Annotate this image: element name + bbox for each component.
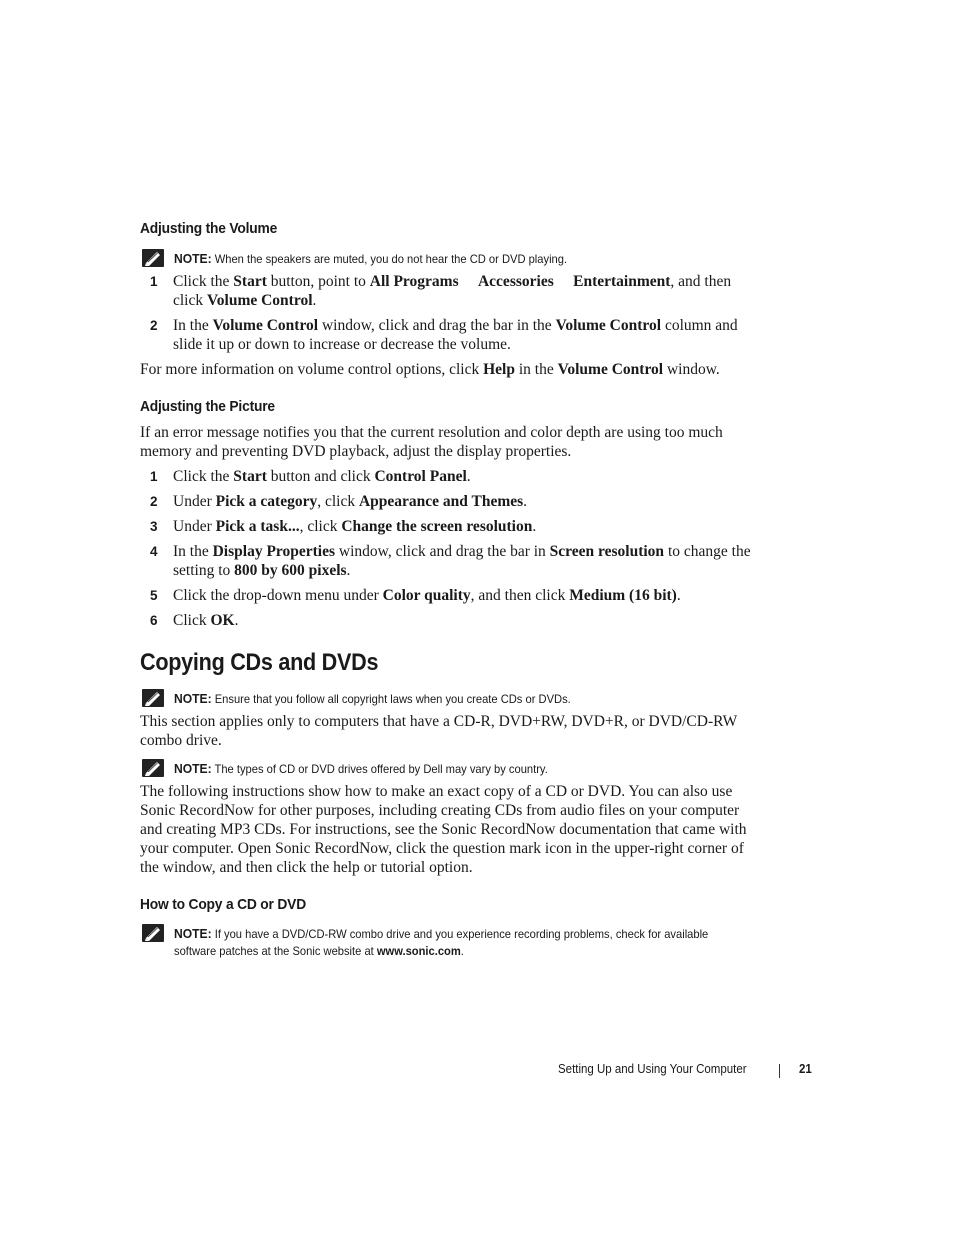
heading-how-to-copy: How to Copy a CD or DVD [140,896,306,913]
note-text: If you have a DVD/CD-RW combo drive and you experience recording problems, check for available software patches at the Sonic website at [174,927,709,958]
footer-page-number: 21 [799,1062,812,1076]
step-text: In the Volume Control window, click and drag the bar in the Volume Control column and slide it up or down to increase or decrease the volume. [173,317,738,353]
note-text: Ensure that you follow all copyright laws when you create CDs or DVDs. [211,692,571,706]
sonic-website-link[interactable]: www.sonic.com [376,944,461,958]
note-label: NOTE: [174,926,212,941]
step-text: Click the Start button and click Control Panel. [173,468,471,485]
step-text: Under Pick a category, click Appearance and Themes. [173,493,528,510]
step-number: 2 [150,318,158,333]
heading-adjusting-volume: Adjusting the Volume [140,220,278,237]
heading-copying-cds-dvds: Copying CDs and DVDs [140,649,379,676]
step-number: 5 [150,588,158,603]
heading-adjusting-picture: Adjusting the Picture [140,398,275,415]
step-text: Click the Start button, point to All Programs Accessories Entertainment, and then click Volume Control. [173,273,732,309]
footer-chapter-title: Setting Up and Using Your Computer [558,1062,747,1076]
step-number: 4 [150,544,158,559]
step-number: 1 [150,274,158,289]
step-number: 2 [150,494,158,509]
step-text: Click the drop-down menu under Color quality, and then click Medium (16 bit). [173,587,681,604]
step-number: 1 [150,469,158,484]
note-pencil-icon [142,689,164,707]
volume-more-info: For more information on volume control options, click Help in the Volume Control window. [140,361,720,378]
note-pencil-icon [142,924,164,942]
note-text: The types of CD or DVD drives offered by Dell may vary by country. [211,762,548,776]
step-text: Under Pick a task..., click Change the screen resolution. [173,518,537,535]
note-label: NOTE: [174,761,212,776]
step-number: 3 [150,519,158,534]
note-label: NOTE: [174,691,212,706]
note-text: When the speakers are muted, you do not hear the CD or DVD playing. [211,252,568,266]
footer-separator [779,1064,780,1078]
step-number: 6 [150,613,158,628]
note-pencil-icon [142,249,164,267]
note-label: NOTE: [174,251,212,266]
picture-intro: If an error message notifies you that the current resolution and color depth are using too much memory and preventing DVD playback, adjust the display properties. [140,424,723,460]
note-pencil-icon [142,759,164,777]
step-text: Click OK. [173,612,239,629]
copying-body: The following instructions show how to make an exact copy of a CD or DVD. You can also use Sonic RecordNow for other purposes, including creating CDs from audio files on your computer and creating MP3 CDs. For instructions, see the Sonic RecordNow documentation that came with your computer. Open Sonic RecordNow, click the question mark icon in the upper-right corner of the window, and then click the help or tutorial option. [140,783,747,876]
copying-intro: This section applies only to computers that have a CD-R, DVD+RW, DVD+R, or DVD/CD-RW combo drive. [140,713,737,749]
step-text: In the Display Properties window, click and drag the bar in Screen resolution to change the setting to 800 by 600 pixels. [173,543,751,579]
